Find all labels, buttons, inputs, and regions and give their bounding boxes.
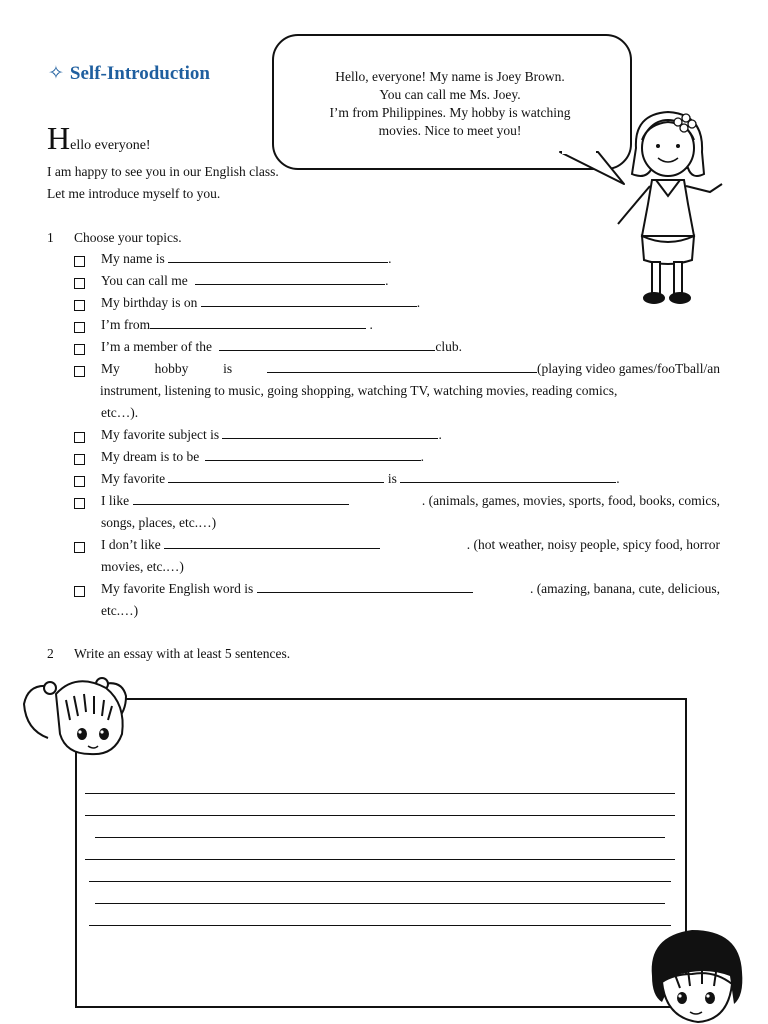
checkbox[interactable] [74, 432, 85, 443]
checkbox[interactable] [74, 256, 85, 267]
drop-cap: H [47, 120, 71, 156]
checkbox[interactable] [74, 454, 85, 465]
bubble-line: You can call me Ms. Joey. [379, 87, 521, 102]
intro-line: I am happy to see you in our English class. [47, 164, 279, 179]
sparkle-icon: ✧ [48, 63, 64, 84]
greeting-text: ello everyone! [70, 138, 151, 153]
topic-member: I’m a member of the club. [101, 339, 462, 354]
topic-name: My name is . [101, 251, 392, 266]
checkbox[interactable] [74, 498, 85, 509]
writing-line[interactable] [85, 859, 675, 860]
bubble-line: I’m from Philippines. My hobby is watching [329, 105, 571, 120]
intro-line: Let me introduce myself to you. [47, 186, 221, 201]
checkbox[interactable] [74, 366, 85, 377]
writing-line[interactable] [95, 903, 665, 904]
topic-birthday: My birthday is on . [101, 295, 421, 310]
writing-line[interactable] [85, 793, 675, 794]
topic-like: I like . (animals, games, movies, sports, food, books, comics, songs, places, etc.…) [101, 493, 720, 530]
section-heading: Write an essay with at least 5 sentences. [74, 646, 291, 661]
answer-blank[interactable] [257, 579, 473, 593]
page-title [48, 62, 210, 85]
topic-hobby: My hobby is (playing video games/fooTball/an instrument, listening to music, going shopping, watching TV, watching movies, reading comics, etc…). [100, 361, 720, 420]
answer-blank[interactable] [195, 271, 385, 285]
answer-blank[interactable] [400, 469, 616, 483]
speech-bubble-text [300, 68, 600, 140]
answer-blank[interactable] [201, 293, 417, 307]
answer-blank[interactable] [168, 469, 384, 483]
topic-favorite: My favorite is . [101, 471, 620, 486]
answer-blank[interactable] [267, 359, 537, 373]
section-heading: Choose your topics. [74, 230, 182, 245]
greeting [47, 122, 151, 154]
section-number: 1 [47, 230, 54, 245]
checkbox[interactable] [74, 322, 85, 333]
topic-subject: My favorite subject is . [101, 427, 442, 442]
answer-blank[interactable] [133, 491, 349, 505]
checkbox[interactable] [74, 542, 85, 553]
topic-call: You can call me . [101, 273, 389, 288]
girl-face-illustration [18, 664, 134, 760]
title-text: Self-Introduction [69, 63, 210, 84]
checkbox[interactable] [74, 278, 85, 289]
writing-line[interactable] [95, 837, 665, 838]
essay-box[interactable] [75, 698, 687, 1008]
checkbox[interactable] [74, 476, 85, 487]
answer-blank[interactable] [219, 337, 435, 351]
checkbox[interactable] [74, 300, 85, 311]
section-number: 2 [47, 646, 54, 661]
answer-blank[interactable] [205, 447, 421, 461]
writing-line[interactable] [89, 881, 671, 882]
answer-blank[interactable] [168, 249, 388, 263]
bubble-line: Hello, everyone! My name is Joey Brown. [335, 69, 565, 84]
writing-line[interactable] [89, 925, 671, 926]
writing-line[interactable] [85, 815, 675, 816]
answer-blank[interactable] [222, 425, 438, 439]
checkbox[interactable] [74, 586, 85, 597]
topic-word: My favorite English word is . (amazing, banana, cute, delicious, etc.…) [101, 581, 720, 618]
topic-from: I’m from . [101, 317, 373, 332]
answer-blank[interactable] [150, 315, 366, 329]
checkbox[interactable] [74, 344, 85, 355]
boy-face-illustration [644, 926, 748, 1024]
topic-dislike: I don’t like . (hot weather, noisy people, spicy food, horror movies, etc.…) [101, 537, 720, 574]
bubble-line: movies. Nice to meet you! [378, 123, 522, 138]
answer-blank[interactable] [164, 535, 380, 549]
topic-dream: My dream is to be . [101, 449, 424, 464]
